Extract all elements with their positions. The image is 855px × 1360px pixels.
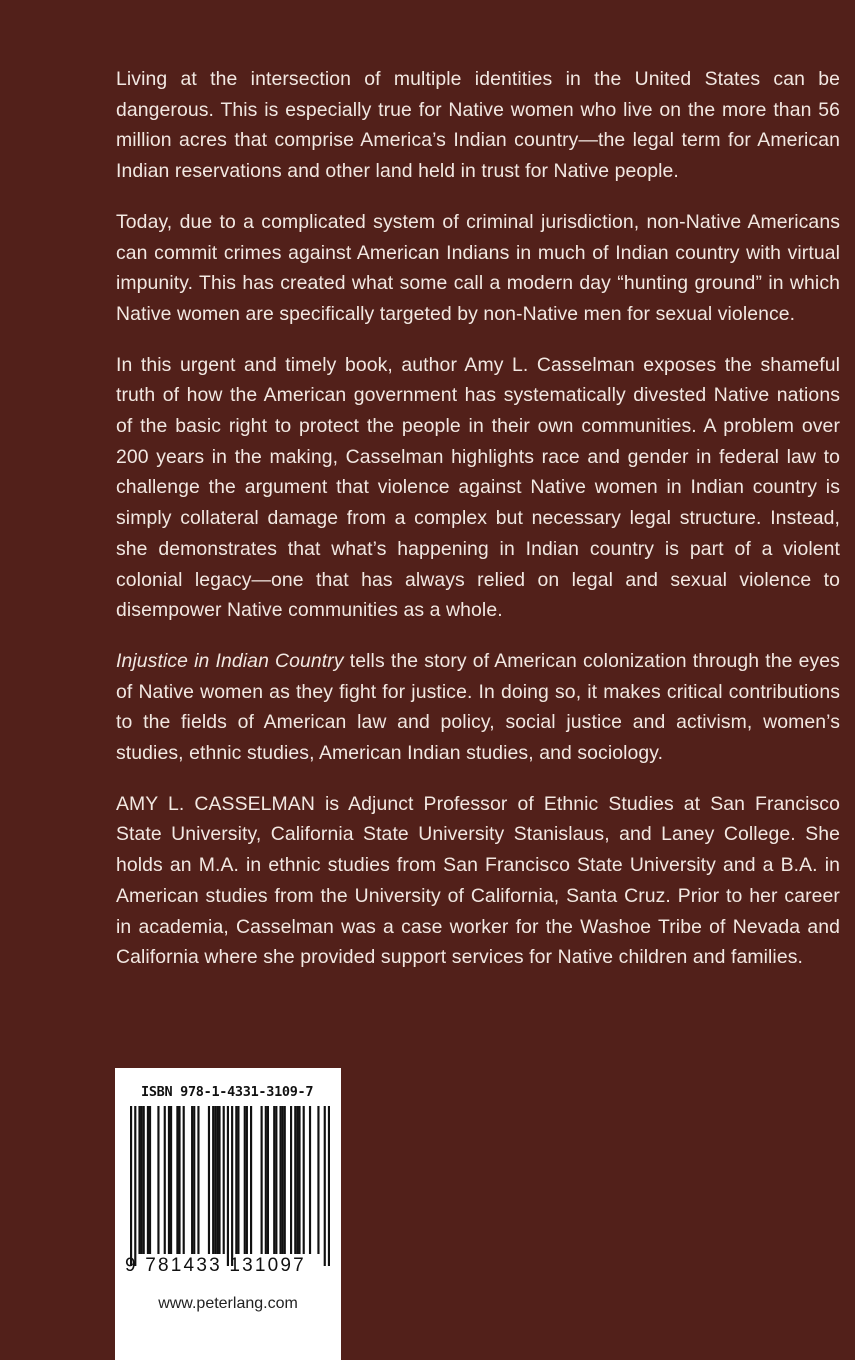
barcode-bar <box>246 1106 248 1254</box>
barcode-bar <box>218 1106 220 1254</box>
description-paragraph: In this urgent and timely book, author Amy L. Casselman exposes the shameful truth of how the American government has systematically divested Native nations of the basic right to protect the people in their own communities. A problem over 200 years in the making, Casselman highlights race and gender in federal law to challenge the argument that violence against Native women in Indian country is simply collateral damage from a complex but necessary legal structure. Instead, she demonstrates that what’s happening in Indian country is part of a violent colonial legacy—one that has always relied on legal and sexual violence to disempower Native communities as a whole. <box>116 353 840 622</box>
barcode-bar <box>223 1106 225 1254</box>
barcode-bar <box>197 1106 199 1254</box>
description-paragraph: Today, due to a complicated system of criminal jurisdiction, non-Native Americans can commit crimes against American Indians in much of Indian country with virtual impunity. This has created what some call a modern day “hunting ground” in which Native women are specifically targeted by non-Native men for sexual violence. <box>116 210 840 325</box>
barcode-bar <box>212 1106 214 1254</box>
barcode-bar <box>147 1106 149 1254</box>
barcode-bar <box>183 1106 185 1254</box>
barcode-bar <box>328 1106 330 1266</box>
barcode-bar <box>237 1106 239 1254</box>
barcode-bar <box>149 1106 151 1254</box>
barcode-bar <box>309 1106 311 1254</box>
barcode-bar <box>244 1106 246 1254</box>
description-paragraph <box>116 646 840 769</box>
barcode-bar <box>141 1106 143 1254</box>
barcode-bar <box>296 1106 298 1254</box>
barcode-bar <box>250 1106 252 1254</box>
barcode-bar <box>235 1106 237 1254</box>
barcode-bar <box>261 1106 263 1254</box>
barcode-bar <box>282 1106 284 1254</box>
barcode-bar <box>227 1106 229 1266</box>
barcode-bar <box>157 1106 159 1254</box>
author-bio: AMY L. CASSELMAN is Adjunct Professor of Ethnic Studies at San Francisco State University, California State University Stanislaus, and Laney College. She holds an M.A. in ethnic studies from San Francisco State University and a B.A. in American studies from the University of California, Santa Cruz. Prior to her career in academia, Casselman was a case worker for the Washoe Tribe of Nevada and California where she provided support services for Native children and families. <box>116 792 840 969</box>
barcode-bar <box>317 1106 319 1254</box>
barcode-bar <box>168 1106 170 1254</box>
barcode-bar <box>216 1106 218 1254</box>
barcode-bar <box>143 1106 145 1254</box>
barcode-bar <box>138 1106 140 1254</box>
barcode-bar <box>275 1106 277 1254</box>
barcode <box>130 1106 330 1266</box>
publisher-url: www.peterlang.com <box>158 1295 298 1312</box>
barcode-bar <box>164 1106 166 1254</box>
back-cover-text <box>116 64 840 973</box>
barcode-bar <box>176 1106 178 1254</box>
barcode-bar <box>284 1106 286 1254</box>
description-paragraph: Living at the intersection of multiple identities in the United States can be dangerous. This is especially true for Native women who live on the more than 56 million acres that comprise America’s Indian country—the legal term for American Indian reservations and other land held in trust for Native people. <box>116 68 840 183</box>
barcode-bar <box>231 1106 233 1266</box>
barcode-bar <box>130 1106 132 1266</box>
isbn-label: ISBN 978-1-4331-3109-7 <box>141 1084 314 1100</box>
barcode-bar <box>214 1106 216 1254</box>
barcode-bar <box>208 1106 210 1254</box>
barcode-bar <box>290 1106 292 1254</box>
barcode-digits: 9 781433 131097 <box>125 1255 306 1276</box>
barcode-bar <box>294 1106 296 1254</box>
barcode-bar <box>134 1106 136 1266</box>
barcode-panel <box>115 1068 341 1360</box>
barcode-bar <box>324 1106 326 1266</box>
barcode-bar <box>303 1106 305 1254</box>
description-paragraph-text: tells the story of American colonization through the eyes of Native women as they fight for justice. In doing so, it makes critical contributions to the fields of American law and policy, social justice and activism, women’s studies, ethnic studies, American Indian studies, and sociology. <box>116 649 840 765</box>
barcode-bar <box>191 1106 193 1254</box>
book-title: Injustice in Indian Country <box>116 649 344 672</box>
barcode-bar <box>170 1106 172 1254</box>
barcode-bar <box>267 1106 269 1254</box>
barcode-bar <box>193 1106 195 1254</box>
barcode-bar <box>279 1106 281 1254</box>
barcode-bar <box>298 1106 300 1254</box>
barcode-bar <box>178 1106 180 1254</box>
barcode-bar <box>265 1106 267 1254</box>
barcode-bar <box>273 1106 275 1254</box>
